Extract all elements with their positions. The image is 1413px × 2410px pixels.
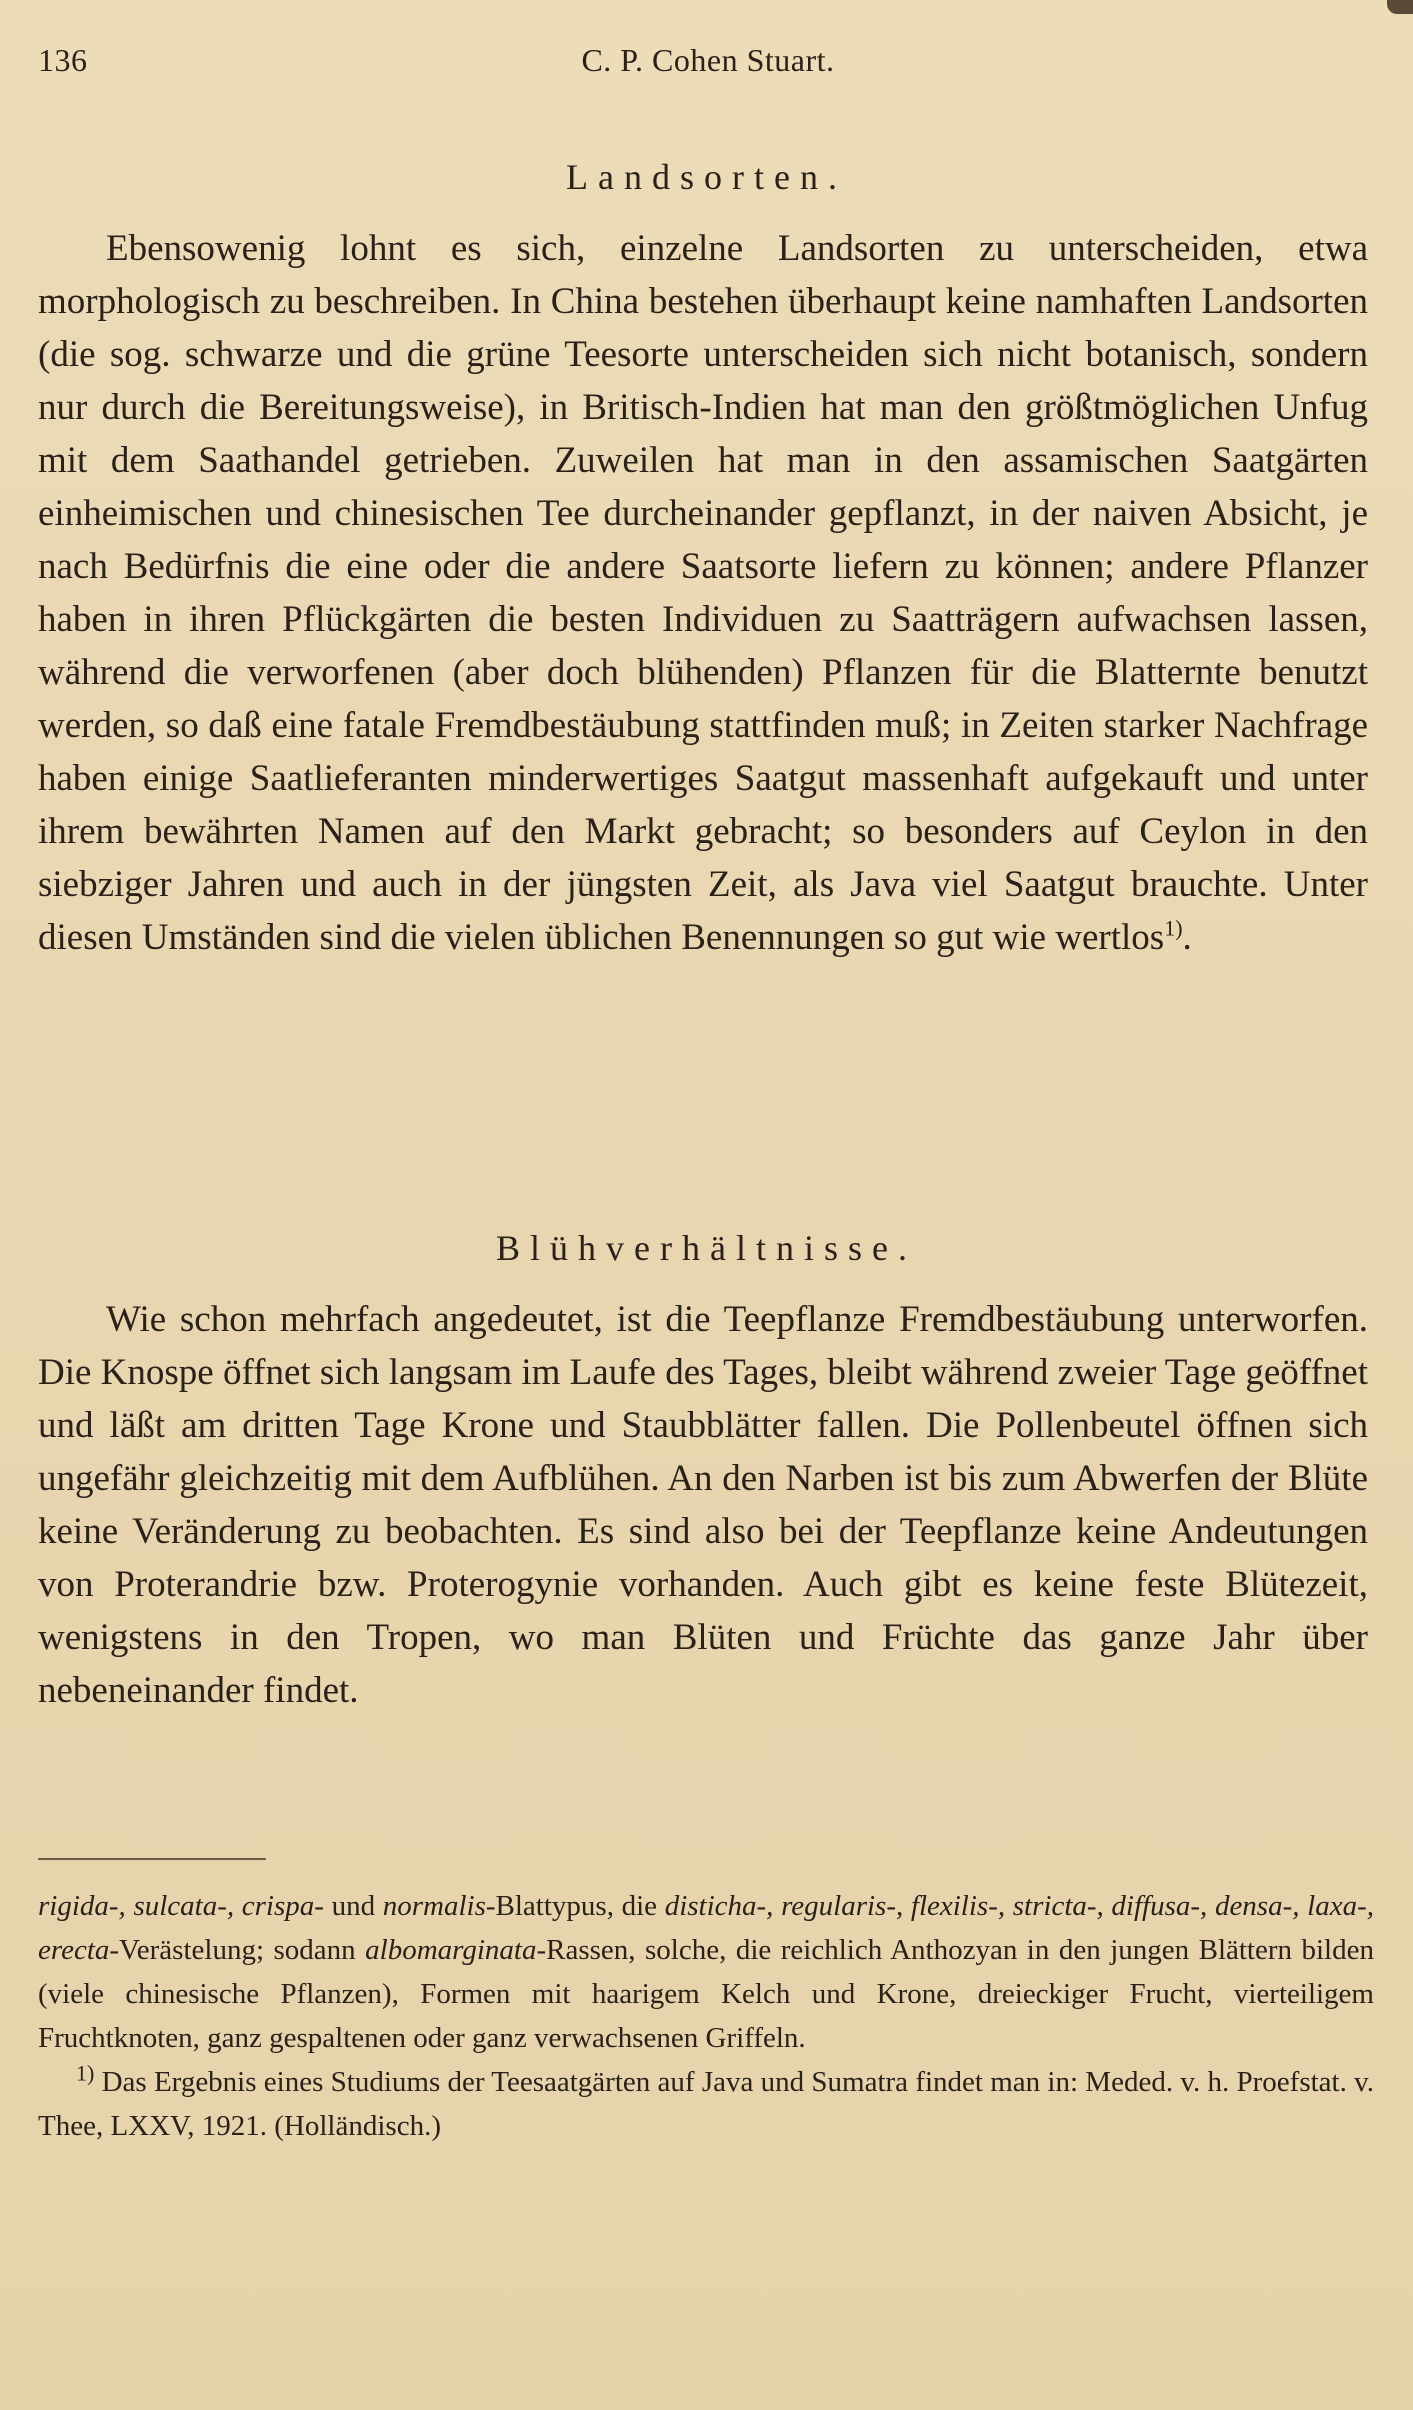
footnote-marker[interactable]: 1) [1164,915,1183,941]
paragraph-end: . [1182,917,1192,958]
page-number: 136 [38,42,88,78]
section-heading-landsorten: Landsorten. [566,157,847,197]
section-heading-bluehverhaeltnisse: Blühverhältnisse. [496,1228,917,1268]
section-body-landsorten [38,222,1368,964]
page-corner-mark [1387,0,1413,14]
paragraph-text: Ebensowenig lohnt es sich, einzelne Landsorten zu unterscheiden, etwa morphologisch zu beschreiben. In China bestehen überhaupt keine namhaften Landsorten (die sog. schwarze und die grüne Teesorte unterscheiden sich nicht botanisch, sondern nur durch die Bereitungsweise), in Britisch-Indien hat man den größtmöglichen Unfug mit dem Saathandel getrieben. Zuweilen hat man in den assamischen Saatgärten einheimischen und chinesischen Tee durcheinander gepflanzt, in der naiven Absicht, je nach Bedürfnis die eine oder die andere Saatsorte liefern zu können; andere Pflanzer haben in ihren Pflückgärten die besten Individuen zu Saatträgern aufwachsen lassen, während die verworfenen (aber doch blühenden) Pflanzen für die Blatternte benutzt werden, so daß eine fatale Fremdbestäubung stattfinden muß; in Zeiten starker Nachfrage haben einige Saatlieferanten minderwertiges Saatgut massenhaft aufgekauft und unter ihrem bewährten Namen auf den Markt gebracht; so besonders auf Ceylon in den siebziger Jahren und auch in der jüngsten Zeit, als Java viel Saatgut brauchte. Unter diesen Umständen sind die vielen üblichen Benennungen so gut wie wertlos [38,228,1368,958]
fn-italic-3: normalis [382,1890,486,1922]
fn-text-6: -Verästelung; sodann [109,1934,366,1966]
fn-italic-5: disticha-, regularis-, flexilis-, stricta-, diffusa-, densa-, laxa-, erecta [38,1890,1374,1966]
paragraph-bluehverhaeltnisse: Wie schon mehrfach angedeutet, ist die Teepflanze Fremdbestäubung unterworfen. Die Knospe öffnet sich langsam im Laufe des Tages, bleibt während zweier Tage geöffnet und läßt am dritten Tage Krone und Staubblätter fallen. Die Pollenbeutel öffnen sich ungefähr gleichzeitig mit dem Aufblühen. An den Narben ist bis zum Abwerfen der Blüte keine Veränderung zu beobachten. Es sind also bei der Teepflanze keine Andeutungen von Proterandrie bzw. Proterogynie vorhanden. Auch gibt es keine feste Blütezeit, wenigstens in den Tropen, wo man Blüten und Früchte das ganze Jahr über nebeneinander findet. [38,1299,1368,1711]
footnotes [38,1884,1374,2148]
footnote-continuation [38,1884,1374,2060]
paragraph-landsorten [38,222,1368,964]
footnote-1 [38,2060,1374,2148]
fn-text-4: -Blattypus, die [485,1890,665,1922]
fn-italic-7: albomarginata [365,1934,537,1966]
section-body-bluehverhaeltnisse [38,1293,1368,1717]
fn-italic-1: rigida-, sulcata-, crispa- [38,1890,324,1922]
fn-text-8: -Rassen, solche, die reichlich Anthozyan in den jungen Blättern bilden (viele chinesische Pflanzen), Formen mit haarigem Kelch und Krone, dreieckiger Frucht, vierteiligem Fruchtknoten, ganz gespaltenen oder ganz verwachsenen Griffeln. [38,1934,1374,2054]
footnote-1-text: Das Ergebnis eines Studiums der Teesaatgärten auf Java und Sumatra findet man in: Meded. v. h. Proefstat. v. Thee, LXXV, 1921. (Holländisch.) [38,2066,1374,2142]
page-header [38,42,1378,92]
fn-text-2: und [323,1890,383,1922]
running-head: C. P. Cohen Stuart. [581,42,835,78]
footnote-separator [38,1858,266,1860]
footnote-1-marker: 1) [76,2060,95,2086]
